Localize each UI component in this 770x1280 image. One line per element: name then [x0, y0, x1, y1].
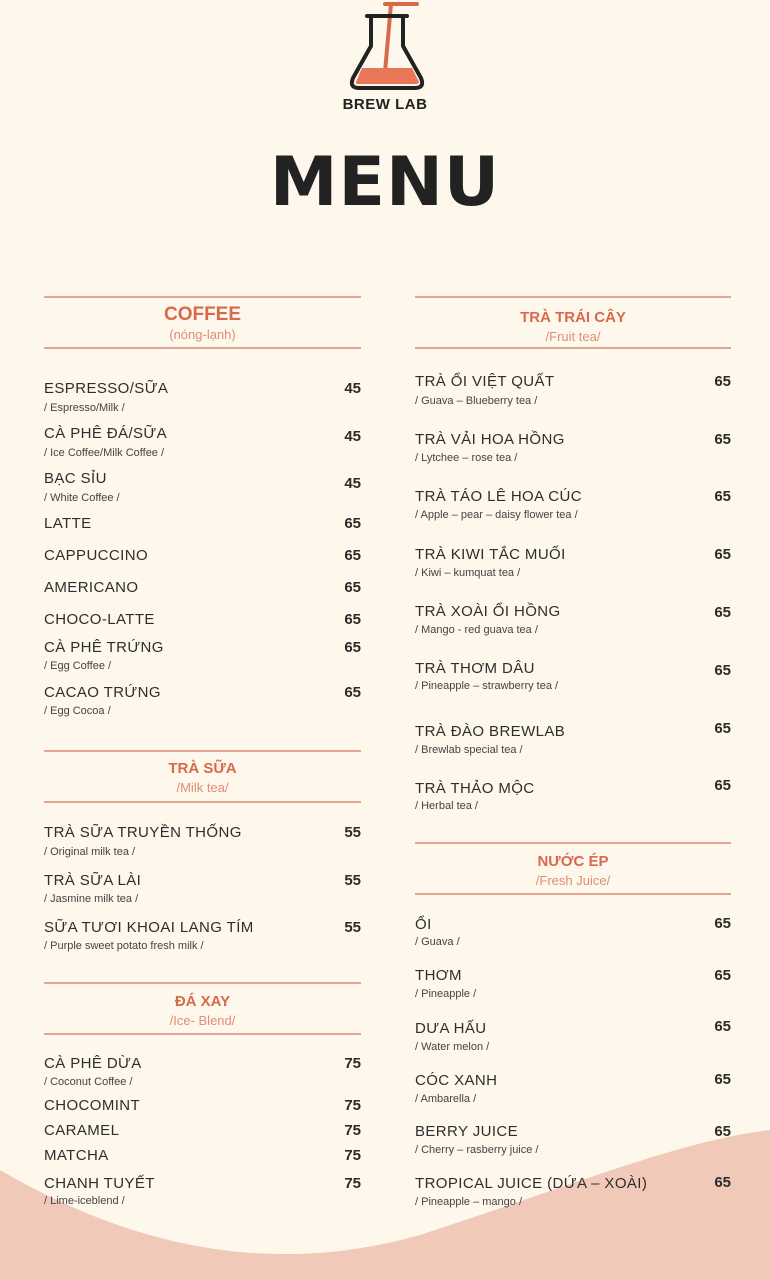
item-name: CACAO TRỨNG: [44, 684, 161, 701]
item-english-name: / Egg Coffee /: [44, 660, 112, 672]
item-english-name: / Kiwi – kumquat tea /: [415, 567, 521, 579]
item-name: ESPRESSO/SỮA: [44, 380, 169, 397]
item-english-name: / Ice Coffee/Milk Coffee /: [44, 447, 165, 459]
section-subtitle: (nóng-lạnh): [169, 327, 236, 342]
item-price: 75: [344, 1097, 361, 1114]
section-subtitle: /Fresh Juice/: [535, 873, 611, 888]
item-english-name: / Guava – Blueberry tea /: [415, 395, 538, 407]
item-price: 65: [714, 915, 731, 932]
item-name: LATTE: [44, 515, 92, 532]
item-price: 65: [344, 547, 361, 564]
section-title: TRÀ SỮA: [168, 760, 237, 777]
section-title: TRÀ TRÁI CÂY: [520, 309, 626, 326]
section-title: COFFEE: [163, 304, 242, 325]
item-price: 65: [714, 662, 731, 679]
item-name: CÀ PHÊ TRỨNG: [44, 639, 164, 656]
item-name: TRÀ VẢI HOA HỒNG: [415, 431, 565, 448]
item-name: TROPICAL JUICE (DỨA – XOÀI): [415, 1175, 648, 1192]
item-english-name: / Lime-iceblend /: [44, 1195, 125, 1207]
item-name: CHOCO-LATTE: [44, 611, 155, 628]
section-subtitle: /Ice- Blend/: [169, 1013, 236, 1028]
item-price: 55: [344, 824, 361, 841]
item-price: 65: [344, 515, 361, 532]
item-name: TRÀ ĐÀO BREWLAB: [415, 723, 566, 740]
item-price: 65: [714, 720, 731, 737]
item-name: TRÀ TÁO LÊ HOA CÚC: [415, 488, 582, 505]
brand-name: BREW LAB: [342, 96, 428, 113]
item-price: 65: [344, 611, 361, 628]
menu-title: MENU: [269, 143, 501, 222]
section-title: NƯỚC ÉP: [537, 853, 609, 870]
item-price: 65: [344, 579, 361, 596]
item-price: 75: [344, 1147, 361, 1164]
item-name: CÀ PHÊ DỪA: [44, 1055, 142, 1072]
item-name: AMERICANO: [44, 579, 139, 596]
item-english-name: / Pineapple /: [415, 988, 477, 1000]
item-english-name: / Herbal tea /: [415, 800, 478, 812]
item-name: CÓC XANH: [415, 1072, 498, 1089]
item-english-name: / Purple sweet potato fresh milk /: [44, 940, 204, 952]
item-english-name: / Original milk tea /: [44, 846, 136, 858]
item-english-name: / Espresso/Milk /: [44, 402, 125, 414]
item-name: TRÀ THẢO MỘC: [415, 780, 535, 797]
item-name: TRÀ SỮA TRUYỀN THỐNG: [44, 824, 242, 841]
item-english-name: / White Coffee /: [44, 492, 120, 504]
item-name: TRÀ KIWI TẮC MUỐI: [415, 546, 566, 563]
item-name: DƯA HẤU: [415, 1020, 487, 1037]
item-price: 65: [714, 1018, 731, 1035]
item-name: THƠM: [415, 967, 462, 984]
item-price: 55: [344, 872, 361, 889]
item-name: CHOCOMINT: [44, 1097, 141, 1114]
item-english-name: / Coconut Coffee /: [44, 1076, 133, 1088]
item-name: TRÀ SỮA LÀI: [44, 872, 142, 889]
item-english-name: / Water melon /: [415, 1041, 490, 1053]
item-price: 65: [714, 1123, 731, 1140]
item-price: 75: [344, 1122, 361, 1139]
item-name: CHANH TUYẾT: [44, 1175, 155, 1192]
item-name: ỔI: [415, 916, 432, 933]
item-price: 75: [344, 1055, 361, 1072]
item-price: 65: [714, 604, 731, 621]
item-price: 65: [714, 546, 731, 563]
item-price: 65: [714, 967, 731, 984]
item-price: 65: [714, 431, 731, 448]
item-english-name: / Ambarella /: [415, 1093, 477, 1105]
item-english-name: / Egg Cocoa /: [44, 705, 111, 717]
item-price: 55: [344, 919, 361, 936]
item-price: 45: [344, 475, 361, 492]
item-name: BẠC SỈU: [44, 470, 107, 487]
item-price: 65: [714, 373, 731, 390]
item-name: TRÀ THƠM DÂU: [415, 660, 535, 677]
item-price: 65: [714, 488, 731, 505]
item-name: CÀ PHÊ ĐÁ/SỮA: [44, 425, 168, 442]
item-english-name: / Jasmine milk tea /: [44, 893, 139, 905]
item-name: MATCHA: [44, 1147, 109, 1164]
item-price: 65: [344, 684, 361, 701]
item-english-name: / Pineapple – strawberry tea /: [415, 680, 559, 692]
item-price: 65: [344, 639, 361, 656]
section-title: ĐÁ XAY: [174, 993, 231, 1010]
item-price: 65: [714, 1174, 731, 1191]
item-name: BERRY JUICE: [415, 1123, 519, 1140]
item-english-name: / Brewlab special tea /: [415, 744, 523, 756]
item-english-name: / Pineapple – mango /: [415, 1196, 523, 1208]
item-english-name: / Guava /: [415, 936, 460, 948]
item-price: 65: [714, 777, 731, 794]
item-name: CAPPUCCINO: [44, 547, 149, 564]
item-price: 45: [344, 428, 361, 445]
item-english-name: / Lytchee – rose tea /: [415, 452, 518, 464]
section-subtitle: /Milk tea/: [176, 780, 229, 795]
item-english-name: / Apple – pear – daisy flower tea /: [415, 509, 578, 521]
item-price: 65: [714, 1071, 731, 1088]
section-subtitle: /Fruit tea/: [545, 329, 601, 344]
item-name: TRÀ XOÀI ỔI HỒNG: [415, 603, 561, 620]
item-english-name: / Cherry – rasberry juice /: [415, 1144, 539, 1156]
item-name: CARAMEL: [44, 1122, 120, 1139]
item-price: 45: [344, 380, 361, 397]
item-name: SỮA TƯƠI KHOAI LANG TÍM: [44, 919, 254, 936]
item-english-name: / Mango - red guava tea /: [415, 624, 538, 636]
item-name: TRÀ ỔI VIỆT QUẤT: [415, 373, 555, 390]
item-price: 75: [344, 1175, 361, 1192]
